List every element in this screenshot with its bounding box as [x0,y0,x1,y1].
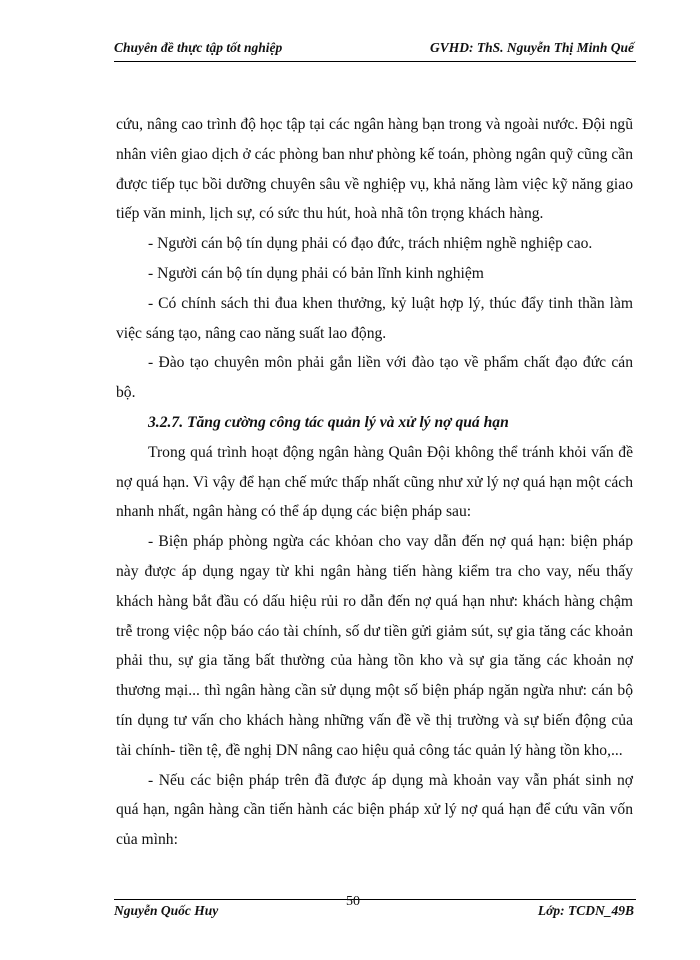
header-rule [114,61,636,62]
bullet-ethics: - Người cán bộ tín dụng phải có đạo đức, trách nhiệm nghề nghiệp cao. [148,235,593,253]
footer-author: Nguyễn Quốc Huy [114,903,219,918]
paragraph-continuation: cứu, nâng cao trình độ học tập tại các ngân hàng bạn trong và ngoài nước. Đội ngũ nhân viên giao dịch ở các phòng ban như phòng kế toán, phòng ngân quỹ cũng cần được tiếp tục bồi dưỡng chuyên sâu về nghiệp vụ, khả năng làm việc kỹ năng giao tiếp văn minh, lịch sự, có sức thu hút, hoà nhã tôn trọng khách hàng. [116,116,633,223]
body-text [116,110,633,855]
footer-class: Lớp: TCDN_49B [537,903,634,918]
section-heading: 3.2.7. Tăng cường công tác quản lý và xử lý nợ quá hạn [148,413,509,431]
bullet-prevention: - Biện pháp phòng ngừa các khỏan cho vay dẫn đến nợ quá hạn: biện pháp này được áp dụng ngay từ khi ngân hàng tiến hàng kiểm tra cho vay, nếu thấy khách hàng bắt đầu có dấu hiệu rủi ro dẫn đến nợ quá hạn như: khách hàng chậm trễ trong việc nộp báo cáo tài chính, số dư tiền gửi giảm sút, sự gia tăng các khoản phải thu, sự gia tăng bất thường của hàng tồn kho và sự gia tăng các khoản nợ thương mại... thì ngân hàng cần sử dụng một số biện pháp ngăn ngừa như: cán bộ tín dụng tư vấn cho khách hàng những vấn đề về thị trường và sự biến động của tài chính- tiền tệ, đề nghị DN nâng cao hiệu quả công tác quản lý hàng tồn kho,... [116,533,633,759]
bullet-training: - Đào tạo chuyên môn phải gắn liền với đào tạo về phẩm chất đạo đức cán bộ. [116,354,633,402]
page-footer [114,894,634,923]
bullet-handling: - Nếu các biện pháp trên đã được áp dụng mà khoản vay vẫn phát sinh nợ quá hạn, ngân hàng cần tiến hành các biện pháp xử lý nợ quá hạn để cứu vãn vốn của mình: [116,771,633,849]
paragraph-intro: Trong quá trình hoạt động ngân hàng Quân Đội không thể tránh khỏi vấn đề nợ quá hạn. Vì vậy để hạn chế mức thấp nhất cũng như xử lý nợ quá hạn một cách nhanh nhất, ngân hàng có thể áp dụng các biện pháp sau: [116,443,633,521]
header-supervisor: GVHD: ThS. Nguyễn Thị Minh Quế [429,40,634,55]
page-number: 50 [346,894,360,909]
page-header [114,40,634,60]
footer-rule [114,899,636,900]
bullet-policy: - Có chính sách thi đua khen thưởng, kỷ luật hợp lý, thúc đẩy tinh thần làm việc sáng tạo, nâng cao năng suất lao động. [116,294,633,342]
bullet-experience: - Người cán bộ tín dụng phải có bản lĩnh kinh nghiệm [148,264,484,282]
header-report-title: Chuyên đề thực tập tốt nghiệp [114,40,283,55]
